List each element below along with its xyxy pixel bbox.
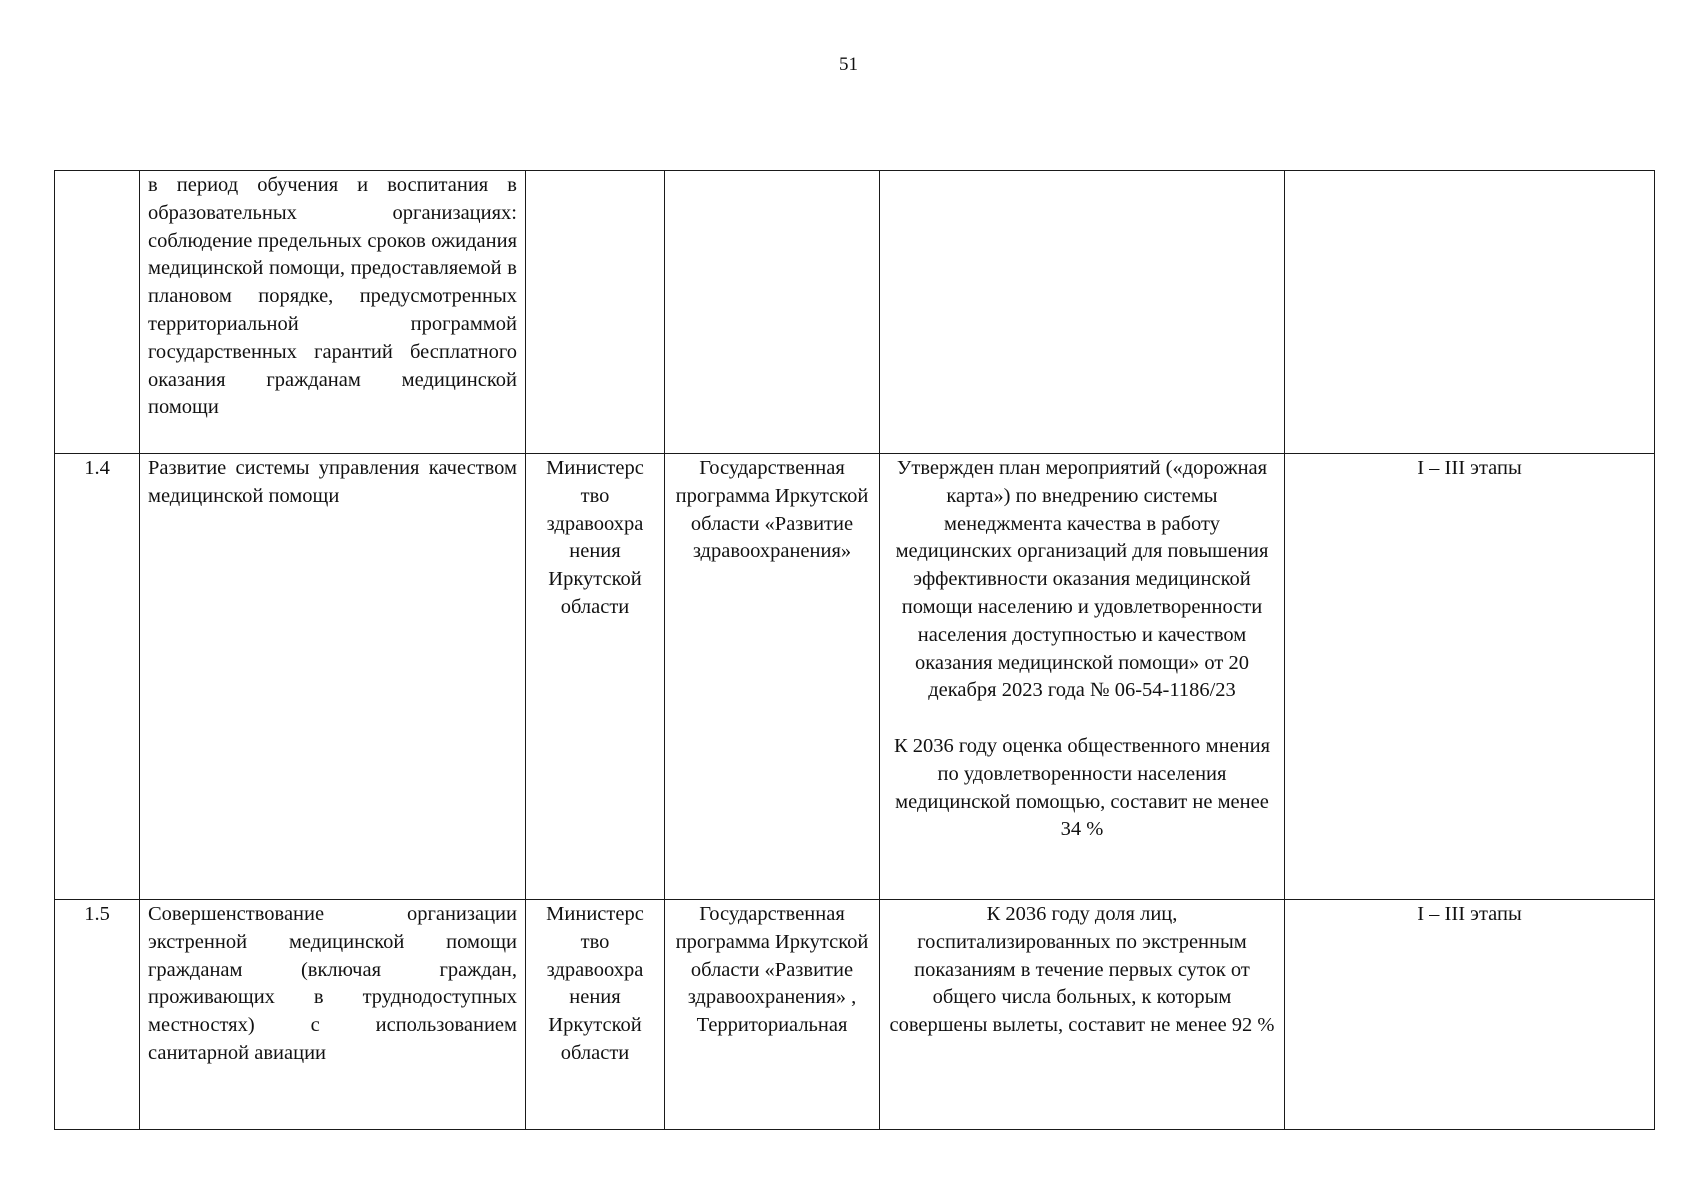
- result-text: К 2036 году доля лиц, госпитализированных по экстренным показаниям в течение первых суток от общего числа больных, к которым совершены вылеты, составит не менее 92 %: [889, 903, 1275, 1037]
- stages: [1285, 171, 1655, 454]
- measure-name: Развитие системы управления качеством медицинской помощи: [140, 454, 526, 900]
- row-number: 1.5: [55, 900, 140, 1130]
- table-row: [55, 171, 1655, 454]
- measure-name: Совершенствование организации экстренной медицинской помощи гражданам (включая граждан, проживающих в труднодоступных местностях) с использованием санитарной авиации: [140, 900, 526, 1130]
- result-text: Утвержден план мероприятий («дорожная карта») по внедрению системы менеджмента качества в работу медицинских организаций для повышения эффективности оказания медицинской помощи населению и удовлетворенности населения доступностью и качеством оказания медицинской помощи» от 20 декабря 2023 года № 06-54-1186/23: [895, 457, 1269, 702]
- row-number: [55, 171, 140, 454]
- executor: Министерс тво здравоохра нения Иркутской области: [526, 454, 665, 900]
- program: Государственная программа Иркутской области «Развитие здравоохранения»: [665, 454, 880, 900]
- stages: I – III этапы: [1285, 454, 1655, 900]
- measure-name: в период обучения и воспитания в образовательных организациях: соблюдение предельных сроков ожидания медицинской помощи, предоставляемой в плановом порядке, предусмотренных территориальной программой государственных гарантий бесплатного оказания гражданам медицинской помощи: [140, 171, 526, 454]
- page-number: 51: [839, 54, 858, 75]
- expected-results: [880, 900, 1285, 1130]
- table-row: [55, 454, 1655, 900]
- expected-results: [880, 171, 1285, 454]
- program: Государственная программа Иркутской области «Развитие здравоохранения» , Территориальная: [665, 900, 880, 1130]
- table-row: [55, 900, 1655, 1130]
- executor: Министерс тво здравоохра нения Иркутской области: [526, 900, 665, 1130]
- row-number: 1.4: [55, 454, 140, 900]
- measures-table: [54, 170, 1655, 1130]
- result-text: К 2036 году оценка общественного мнения по удовлетворенности населения медицинской помощью, составит не менее 34 %: [893, 734, 1271, 841]
- executor: [526, 171, 665, 454]
- program: [665, 171, 880, 454]
- stages: I – III этапы: [1285, 900, 1655, 1130]
- expected-results: [880, 454, 1285, 900]
